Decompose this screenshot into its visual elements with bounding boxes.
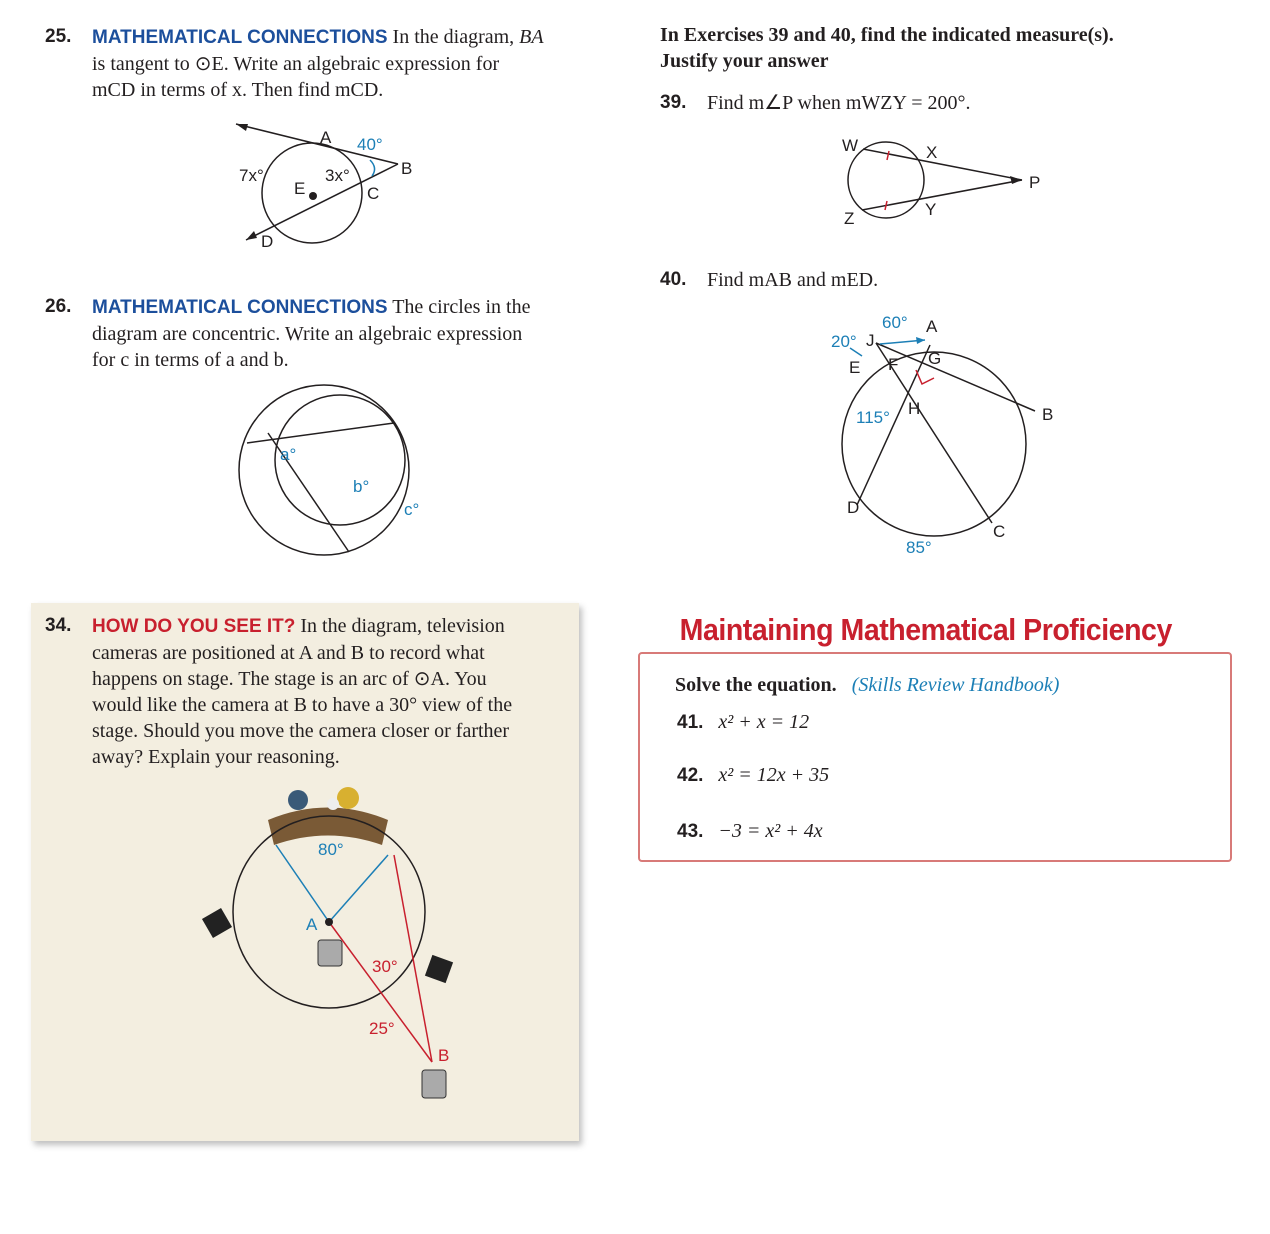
exercise-text: Find mAB and mED. (707, 269, 879, 291)
svg-text:20°: 20° (831, 332, 857, 351)
exercise-number: 39. (660, 92, 687, 113)
svg-text:3x°: 3x° (325, 166, 350, 185)
camera-icon (318, 940, 342, 966)
exercise-text: MATHEMATICAL CONNECTIONS In the diagram, BA is tangent to ⊙E. Write an algebraic expression for mCD in terms of x. Then find mCD. (92, 26, 544, 101)
svg-text:Z: Z (844, 209, 855, 228)
svg-text:A: A (320, 128, 332, 147)
ray-ba: BA (519, 26, 544, 48)
svg-text:80°: 80° (318, 840, 344, 859)
svg-text:J: J (866, 331, 875, 350)
svg-text:85°: 85° (906, 538, 932, 557)
exercise-43: 43. −3 = x² + 4x (677, 820, 823, 842)
svg-text:C: C (993, 522, 1006, 541)
mmp-prompt: Solve the equation. (Skills Review Handbook) (675, 674, 1060, 696)
svg-text:C: C (367, 184, 380, 203)
svg-text:A: A (926, 317, 938, 336)
svg-text:X: X (926, 143, 938, 162)
svg-text:B: B (401, 159, 413, 178)
exercise-41: 41. x² + x = 12 (677, 711, 810, 733)
exercise-text: MATHEMATICAL CONNECTIONS The circles in the diagram are concentric. Write an algebraic expression for c in terms of a and b. (92, 296, 531, 371)
svg-text:F: F (888, 355, 899, 374)
svg-text:25°: 25° (369, 1019, 395, 1038)
exercise-heading: MATHEMATICAL CONNECTIONS (92, 297, 388, 318)
exercise-heading: HOW DO YOU SEE IT? (92, 616, 296, 637)
svg-text:b°: b° (353, 477, 370, 496)
exercise-text: Find m∠P when mWZY = 200°. (707, 92, 971, 114)
exercise-number: 26. (45, 296, 72, 317)
svg-text:A: A (306, 915, 318, 934)
svg-text:H: H (908, 399, 921, 418)
section-title: Maintaining Mathematical Proficiency (676, 612, 1176, 648)
exercise-42: 42. x² = 12x + 35 (677, 764, 830, 786)
svg-text:40°: 40° (357, 135, 383, 154)
svg-text:P: P (1029, 173, 1041, 192)
exercise-number: 40. (660, 269, 687, 290)
svg-text:B: B (1042, 405, 1054, 424)
svg-text:D: D (847, 498, 860, 517)
svg-text:B: B (438, 1046, 450, 1065)
svg-text:E: E (294, 179, 306, 198)
svg-text:60°: 60° (882, 313, 908, 332)
exercise-text: HOW DO YOU SEE IT? In the diagram, television cameras are positioned at A and B to record what happens on stage. The stage is an arc of ⊙A. You would like the camera at B to have a 30° view of the stage. Should you move the camera closer or farther away? Explain your reasoning. (92, 615, 513, 768)
exercise-number: 25. (45, 26, 72, 47)
svg-text:W: W (842, 136, 859, 155)
svg-text:D: D (261, 232, 274, 251)
svg-text:7x°: 7x° (239, 166, 264, 185)
exercise-heading: MATHEMATICAL CONNECTIONS (92, 27, 388, 48)
svg-text:a°: a° (280, 445, 297, 464)
svg-text:E: E (849, 358, 861, 377)
svg-text:G: G (928, 349, 942, 368)
exercises-intro: In Exercises 39 and 40, find the indicated measure(s). Justify your answer (660, 24, 1114, 72)
svg-text:115°: 115° (856, 408, 890, 427)
skills-review-reference: (Skills Review Handbook) (851, 674, 1060, 696)
svg-text:c°: c° (404, 500, 420, 519)
svg-text:30°: 30° (372, 957, 398, 976)
exercise-number: 34. (45, 615, 72, 636)
camera-icon (422, 1070, 446, 1098)
svg-text:Y: Y (925, 200, 937, 219)
